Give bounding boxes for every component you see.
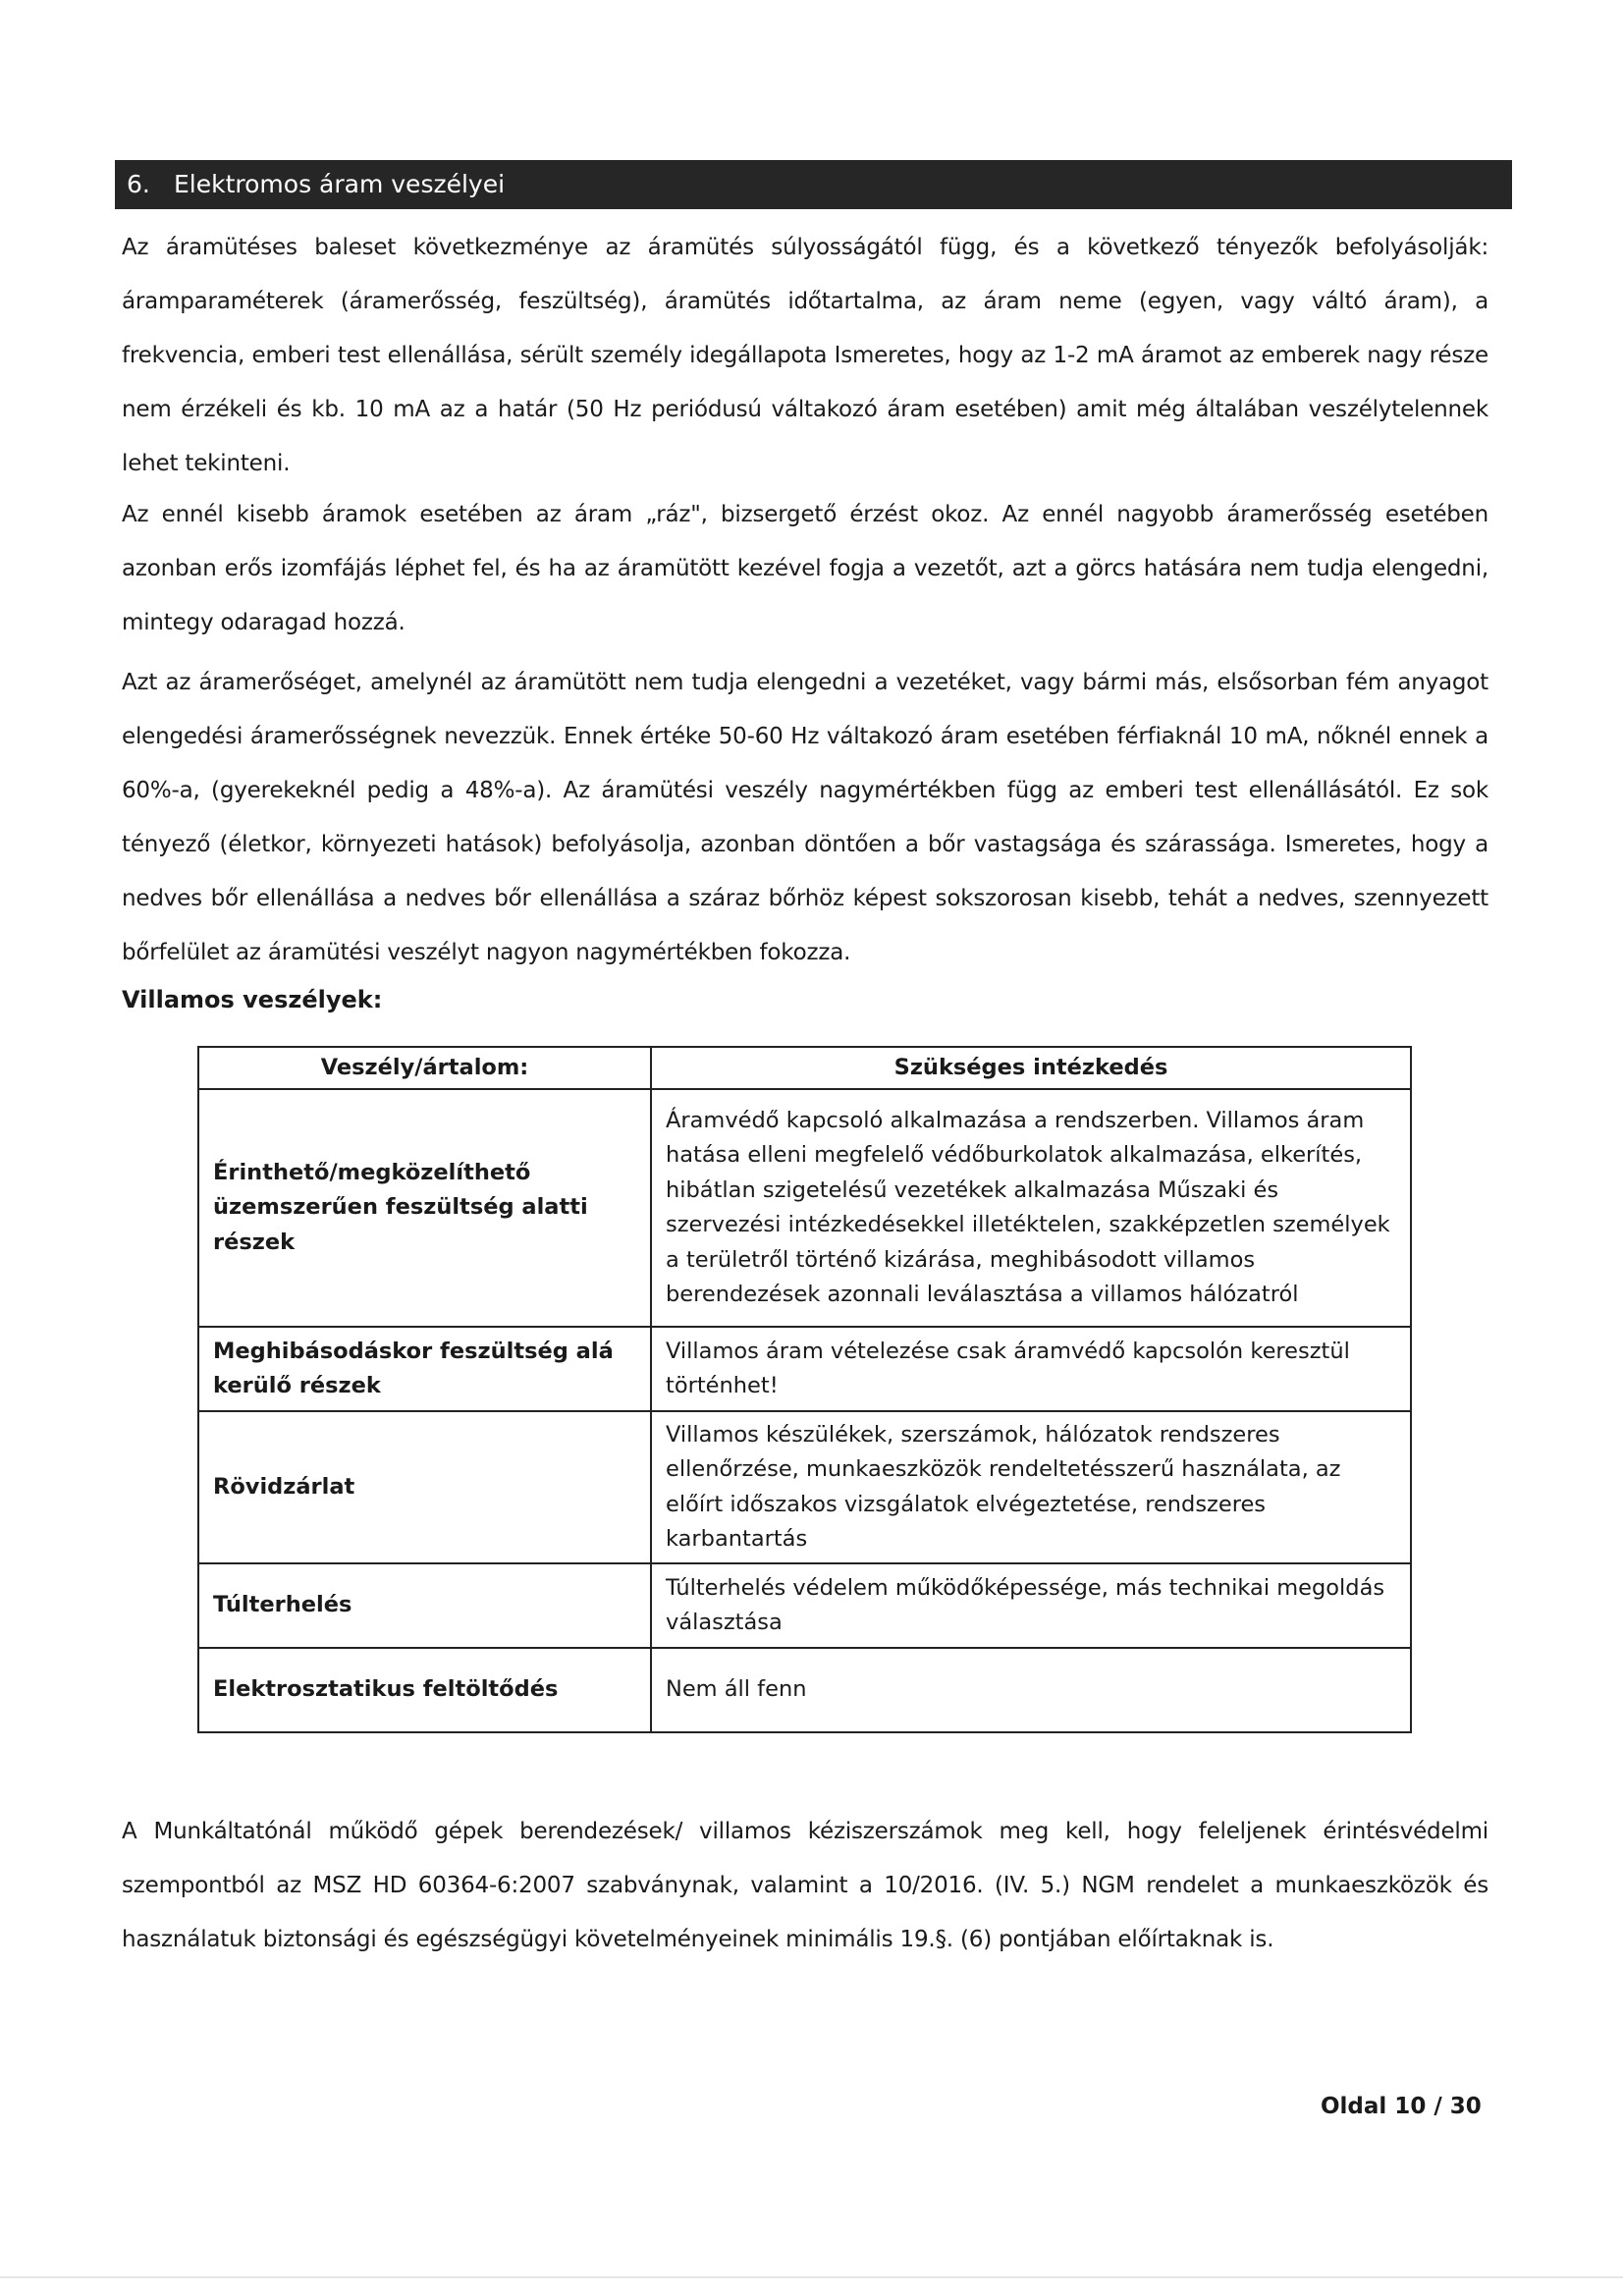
- hazard-cell: Meghibásodáskor feszültség alá kerülő részek: [198, 1327, 651, 1411]
- hazards-table: [197, 1046, 1412, 1733]
- paragraph: A Munkáltatónál működő gépek berendezések/ villamos kéziszerszámok meg kell, hogy feleljenek érintésvédelmi szempontból az MSZ HD 60364-6:2007 szabványnak, valamint a 10/2016. (IV. 5.) NGM rendelet a munkaeszközök és használatuk biztonsági és egészségügyi követelményeinek minimális 19.§. (6) pontjában előírtaknak is.: [122, 1819, 1488, 1952]
- paragraph: Azt az áramerőséget, amelynél az áramütött nem tudja elengedni a vezetéket, vagy bármi más, elsősorban fém anyagot elengedési áramerősségnek nevezzük. Ennek értéke 50-60 Hz váltakozó áram esetében férfiaknál 10 mA, nőknél ennek a 60%-a, (gyerekeknél pedig a 48%-a). Az áramütési veszély nagymértékben függ az emberi test ellenállásától. Ez sok tényező (életkor, környezeti hatások) befolyásolja, azonban döntően a bőr vastagsága és szárassága. Ismeretes, hogy a nedves bőr ellenállása a nedves bőr ellenállása a száraz bőrhöz képest sokszorosan kisebb, tehát a nedves, szennyezett bőrfelület az áramütési veszélyt nagyon nagymértékben fokozza.: [122, 670, 1488, 965]
- hazards-heading: Villamos veszélyek:: [122, 986, 383, 1013]
- hazard-cell: Elektrosztatikus feltöltődés: [198, 1648, 651, 1732]
- measure-cell: Villamos áram vételezése csak áramvédő kapcsolón keresztül történhet!: [651, 1327, 1411, 1411]
- table-header-row: [198, 1047, 1411, 1089]
- measure-cell: Nem áll fenn: [651, 1648, 1411, 1732]
- hazard-cell: Érinthető/megközelíthető üzemszerűen feszültség alatti részek: [198, 1089, 651, 1327]
- measure-cell: Túlterhelés védelem működőképessége, más technikai megoldás választása: [651, 1563, 1411, 1648]
- table-row: [198, 1327, 1411, 1411]
- table-row: [198, 1411, 1411, 1563]
- hazard-cell: Túlterhelés: [198, 1563, 651, 1648]
- column-header-measure: Szükséges intézkedés: [651, 1047, 1411, 1089]
- paragraph: Az ennél kisebb áramok esetében az áram „ráz", bizsergető érzést okoz. Az ennél nagyobb áramerősség esetében azonban erős izomfájás léphet fel, és ha az áramütött kezével fogja a vezetőt, azt a görcs hatására nem tudja elengedni, mintegy odaragad hozzá.: [122, 502, 1488, 635]
- measure-cell: Áramvédő kapcsoló alkalmazása a rendszerben. Villamos áram hatása elleni megfelelő védőburkolatok alkalmazása, elkerítés, hibátlan szigetelésű vezetékek alkalmazása Műszaki és szervezési intézkedésekkel illetéktelen, szakképzetlen személyek a területről történő kizárása, meghibásodott villamos berendezések azonnali leválasztása a villamos hálózatról: [651, 1089, 1411, 1327]
- section-title: Elektromos áram veszélyei: [174, 170, 506, 198]
- table-row: [198, 1648, 1411, 1732]
- section-number: 6.: [127, 170, 150, 198]
- page-number: Oldal 10 / 30: [1321, 2094, 1482, 2119]
- hazard-cell: Rövidzárlat: [198, 1411, 651, 1563]
- section-header: [115, 160, 1512, 209]
- table-row: [198, 1563, 1411, 1648]
- paragraph: Az áramütéses baleset következménye az áramütés súlyosságától függ, és a következő tényezők befolyásolják: áramparaméterek (áramerősség, feszültség), áramütés időtartalma, az áram neme (egyen, vagy váltó áram), a frekvencia, emberi test ellenállása, sérült személy idegállapota Ismeretes, hogy az 1-2 mA áramot az emberek nagy része nem érzékeli és kb. 10 mA az a határ (50 Hz periódusú váltakozó áram esetében) amit még általában veszélytelennek lehet tekinteni.: [122, 235, 1488, 476]
- scan-edge-divider: [0, 2276, 1623, 2278]
- column-header-hazard: Veszély/ártalom:: [198, 1047, 651, 1089]
- measure-cell: Villamos készülékek, szerszámok, hálózatok rendszeres ellenőrzése, munkaeszközök rendeltetésszerű használata, az előírt időszakos vizsgálatok elvégeztetése, rendszeres karbantartás: [651, 1411, 1411, 1563]
- table-row: [198, 1089, 1411, 1327]
